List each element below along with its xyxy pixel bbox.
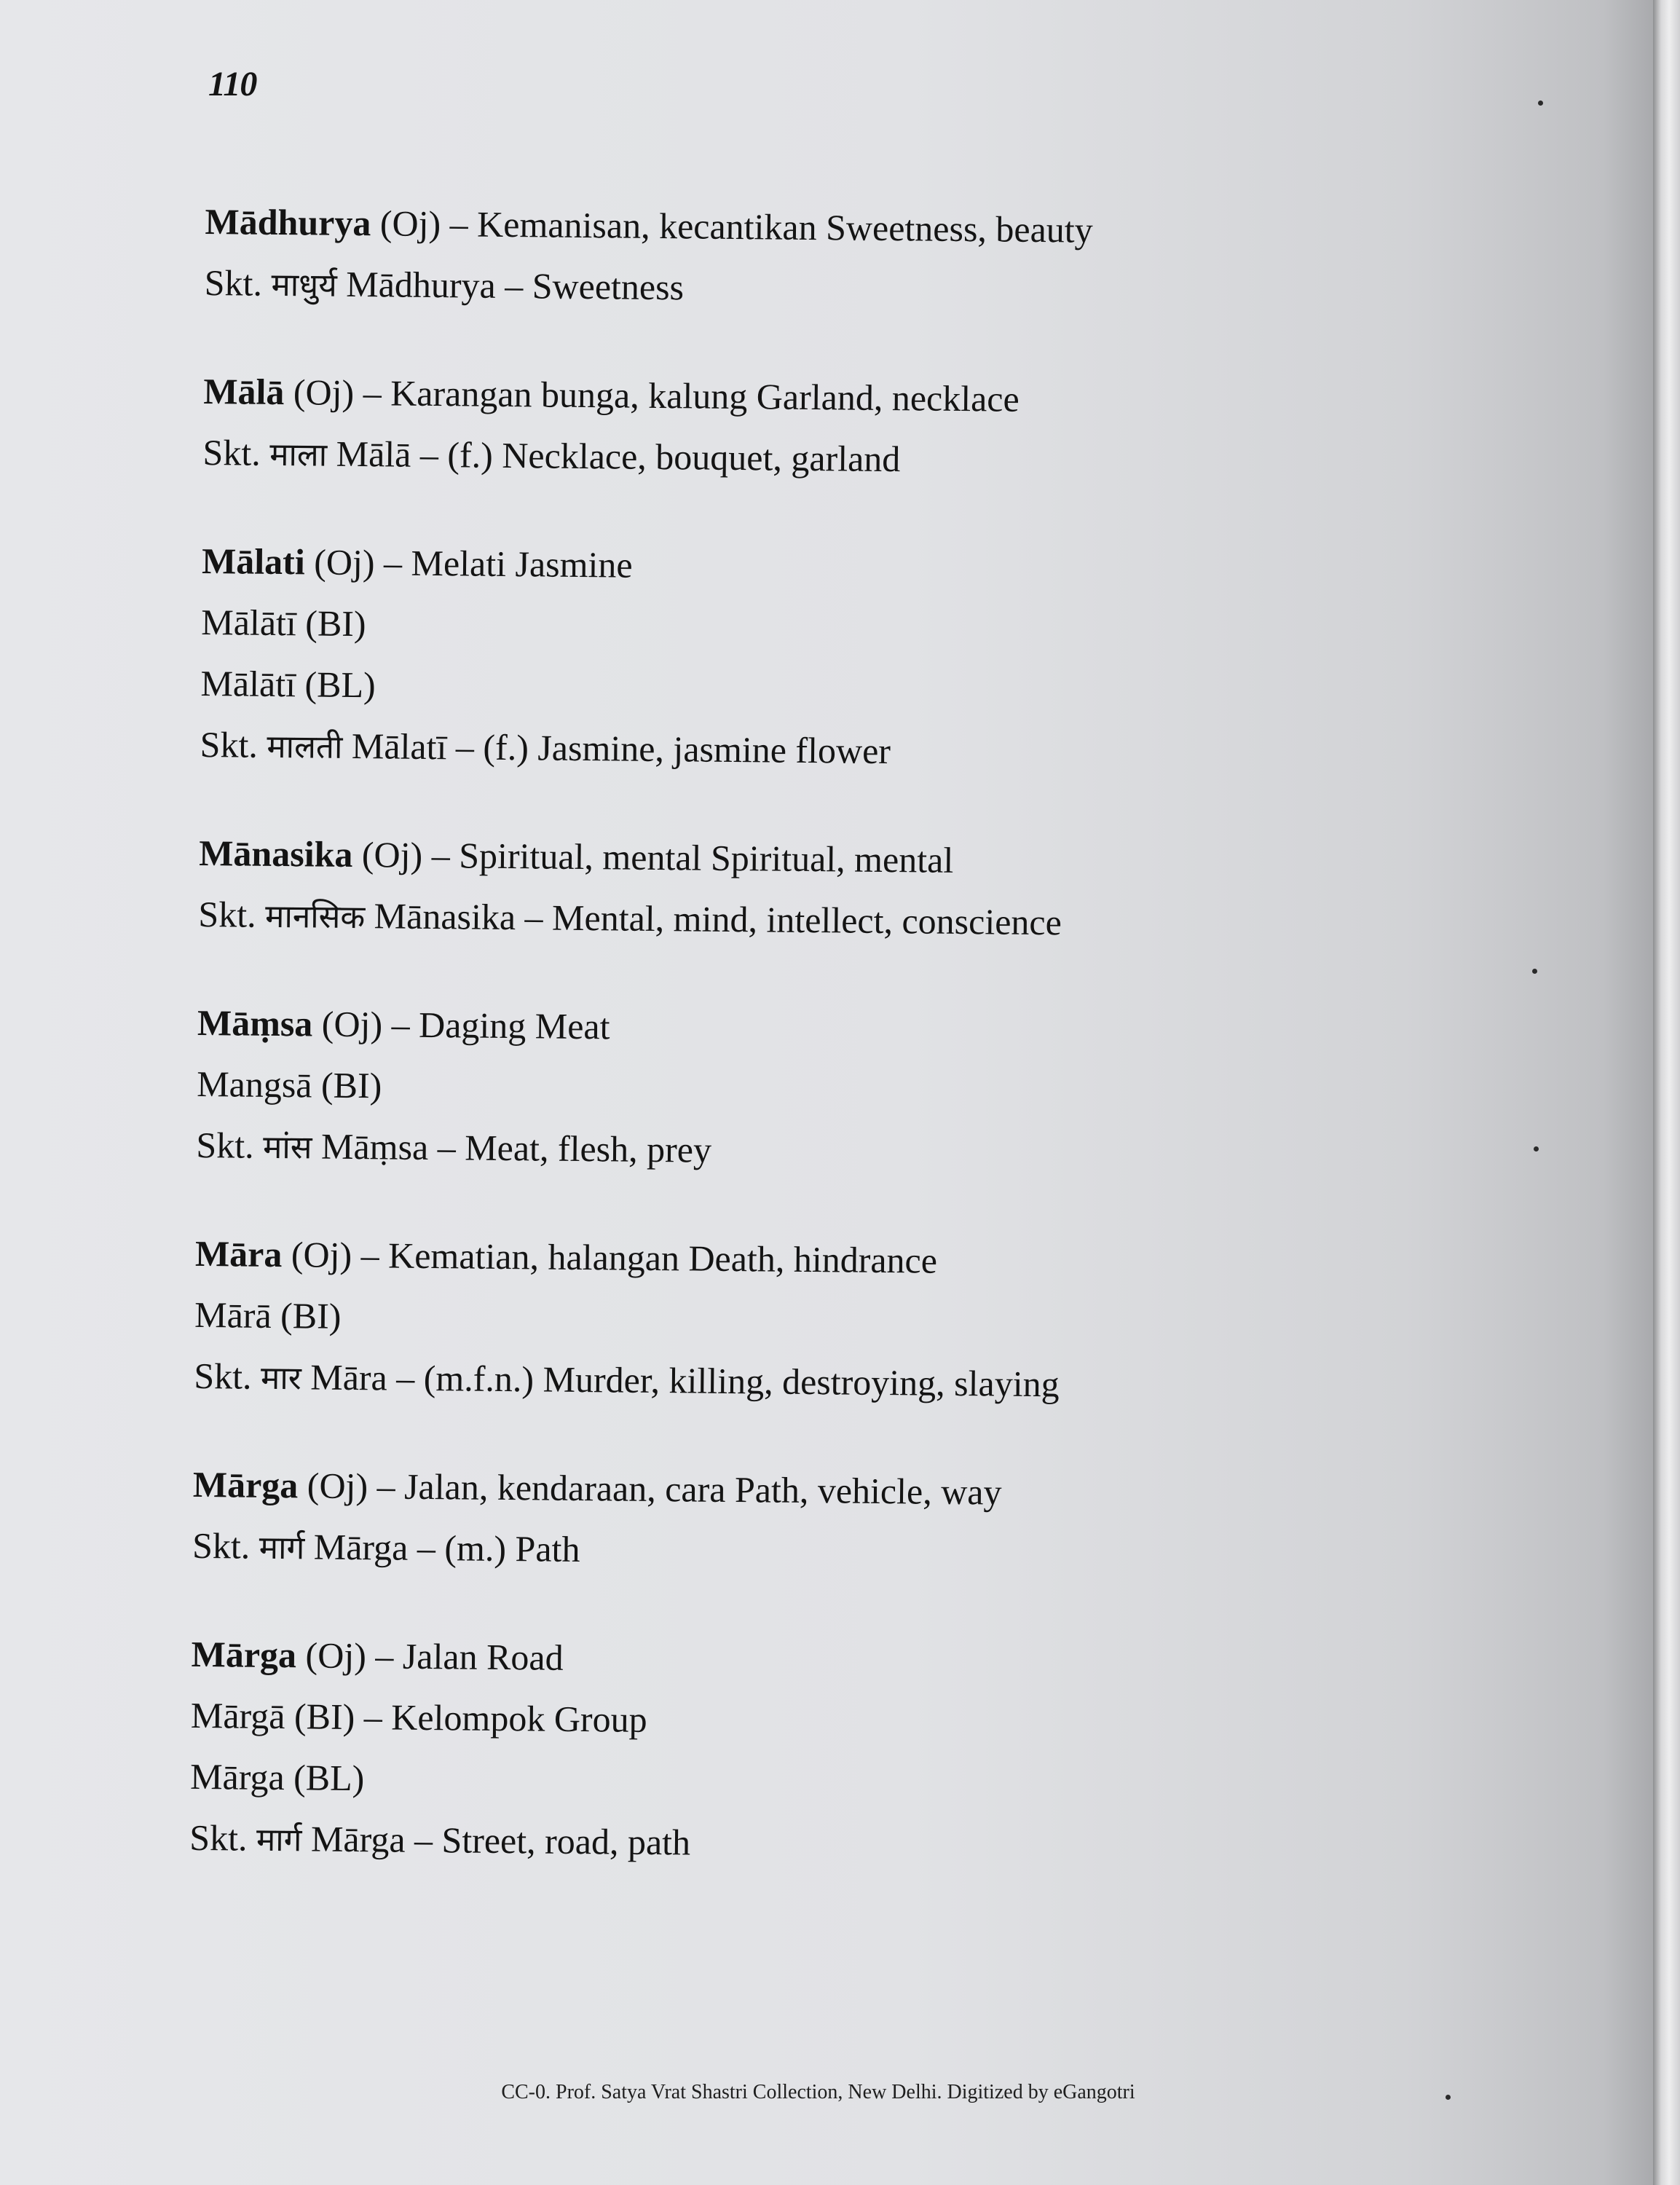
- page-number: 110: [208, 65, 257, 103]
- sanskrit-line: [202, 422, 1572, 498]
- devanagari-word: मालती: [267, 728, 343, 766]
- entry-text: Mālātī (BL): [200, 662, 376, 706]
- headword: Mārga: [192, 1463, 299, 1506]
- skt-prefix: Skt.: [189, 1816, 257, 1859]
- devanagari-word: मांस: [262, 1128, 312, 1167]
- headword: Mānasika: [199, 832, 353, 875]
- sanskrit-line: [194, 1345, 1563, 1422]
- dictionary-entry: [200, 530, 1571, 790]
- headword: Māṃsa: [197, 1001, 313, 1044]
- dictionary-entry: [194, 1223, 1564, 1422]
- sanskrit-line: [204, 252, 1574, 328]
- entry-text: (Oj) – Daging Meat: [312, 1003, 610, 1047]
- entry-text: Mārga (BL): [189, 1755, 365, 1799]
- dictionary-entry: [198, 822, 1569, 960]
- headword: Mādhurya: [205, 200, 371, 244]
- speck-mark: [1532, 969, 1537, 974]
- entry-text: (Oj) – Melati Jasmine: [304, 541, 633, 586]
- devanagari-word: माधुर्य: [271, 266, 338, 304]
- sanskrit-line: [192, 1515, 1562, 1591]
- sanskrit-line: [198, 883, 1568, 960]
- entry-text: Mālā – (f.) Necklace, bouquet, garland: [326, 433, 901, 480]
- entry-text: Mādhurya – Sweetness: [336, 263, 685, 308]
- entry-text: (Oj) – Spiritual, mental Spiritual, mental: [352, 833, 954, 881]
- entry-text: Mānasika – Mental, mind, intellect, conscience: [364, 895, 1062, 943]
- book-spine-edge: [1653, 0, 1680, 2185]
- entry-text: (Oj) – Kemanisan, kecantikan Sweetness, beauty: [371, 202, 1093, 251]
- skt-prefix: Skt.: [192, 1524, 260, 1567]
- entry-text: (Oj) – Kematian, halangan Death, hindrance: [282, 1234, 938, 1281]
- sanskrit-line: [200, 714, 1569, 790]
- digitization-credit: [0, 2081, 1653, 2104]
- entry-text: Mārga – (m.) Path: [304, 1526, 580, 1570]
- skt-prefix: Skt.: [194, 1355, 261, 1397]
- skt-prefix: Skt.: [196, 1124, 264, 1166]
- sanskrit-line: [196, 1114, 1566, 1191]
- dictionary-entry: [192, 1454, 1563, 1591]
- dictionary-entry: [204, 191, 1574, 328]
- speck-mark: [1446, 2095, 1451, 2100]
- entry-text: Mālātī (BI): [201, 601, 366, 645]
- entry-text: Mārā (BI): [194, 1294, 342, 1336]
- entry-text: Mārgā (BI) – Kelompok Group: [190, 1694, 647, 1740]
- footer-text: CC-0. Prof. Satya Vrat Shastri Collection, New Delhi. Digitized by eGangotri: [501, 2081, 1135, 2103]
- speck-mark: [1538, 101, 1543, 106]
- headword: Mālā: [203, 370, 285, 413]
- headword: Mālati: [201, 540, 306, 583]
- dictionary-entries: [189, 191, 1574, 1929]
- entry-text: Mangsā (BI): [196, 1063, 382, 1106]
- skt-prefix: Skt.: [198, 893, 266, 935]
- skt-prefix: Skt.: [204, 261, 272, 304]
- devanagari-word: मार: [260, 1359, 302, 1398]
- dictionary-entry: [189, 1623, 1561, 1883]
- devanagari-word: माला: [269, 436, 328, 474]
- devanagari-word: मानसिक: [264, 897, 366, 937]
- entry-text: Mālatī – (f.) Jasmine, jasmine flower: [342, 725, 891, 772]
- headword: Mārga: [191, 1633, 297, 1676]
- entry-text: Māṃsa – Meat, flesh, prey: [312, 1125, 712, 1170]
- dictionary-entry: [196, 992, 1566, 1191]
- devanagari-word: मार्ग: [256, 1821, 302, 1859]
- entry-text: Mārga – Street, road, path: [301, 1818, 691, 1863]
- devanagari-word: मार्ग: [259, 1529, 305, 1567]
- entry-text: Māra – (m.f.n.) Murder, killing, destroying, slaying: [301, 1356, 1060, 1405]
- speck-mark: [1534, 1146, 1539, 1151]
- dictionary-entry: [202, 361, 1573, 498]
- skt-prefix: Skt.: [202, 431, 270, 473]
- entry-text: (Oj) – Karangan bunga, kalung Garland, necklace: [284, 371, 1020, 420]
- entry-text: (Oj) – Jalan, kendaraan, cara Path, vehicle, way: [298, 1465, 1002, 1513]
- headword: Māra: [194, 1232, 283, 1275]
- entry-text: (Oj) – Jalan Road: [296, 1634, 564, 1678]
- sanskrit-line: [189, 1807, 1559, 1883]
- skt-prefix: Skt.: [200, 723, 267, 765]
